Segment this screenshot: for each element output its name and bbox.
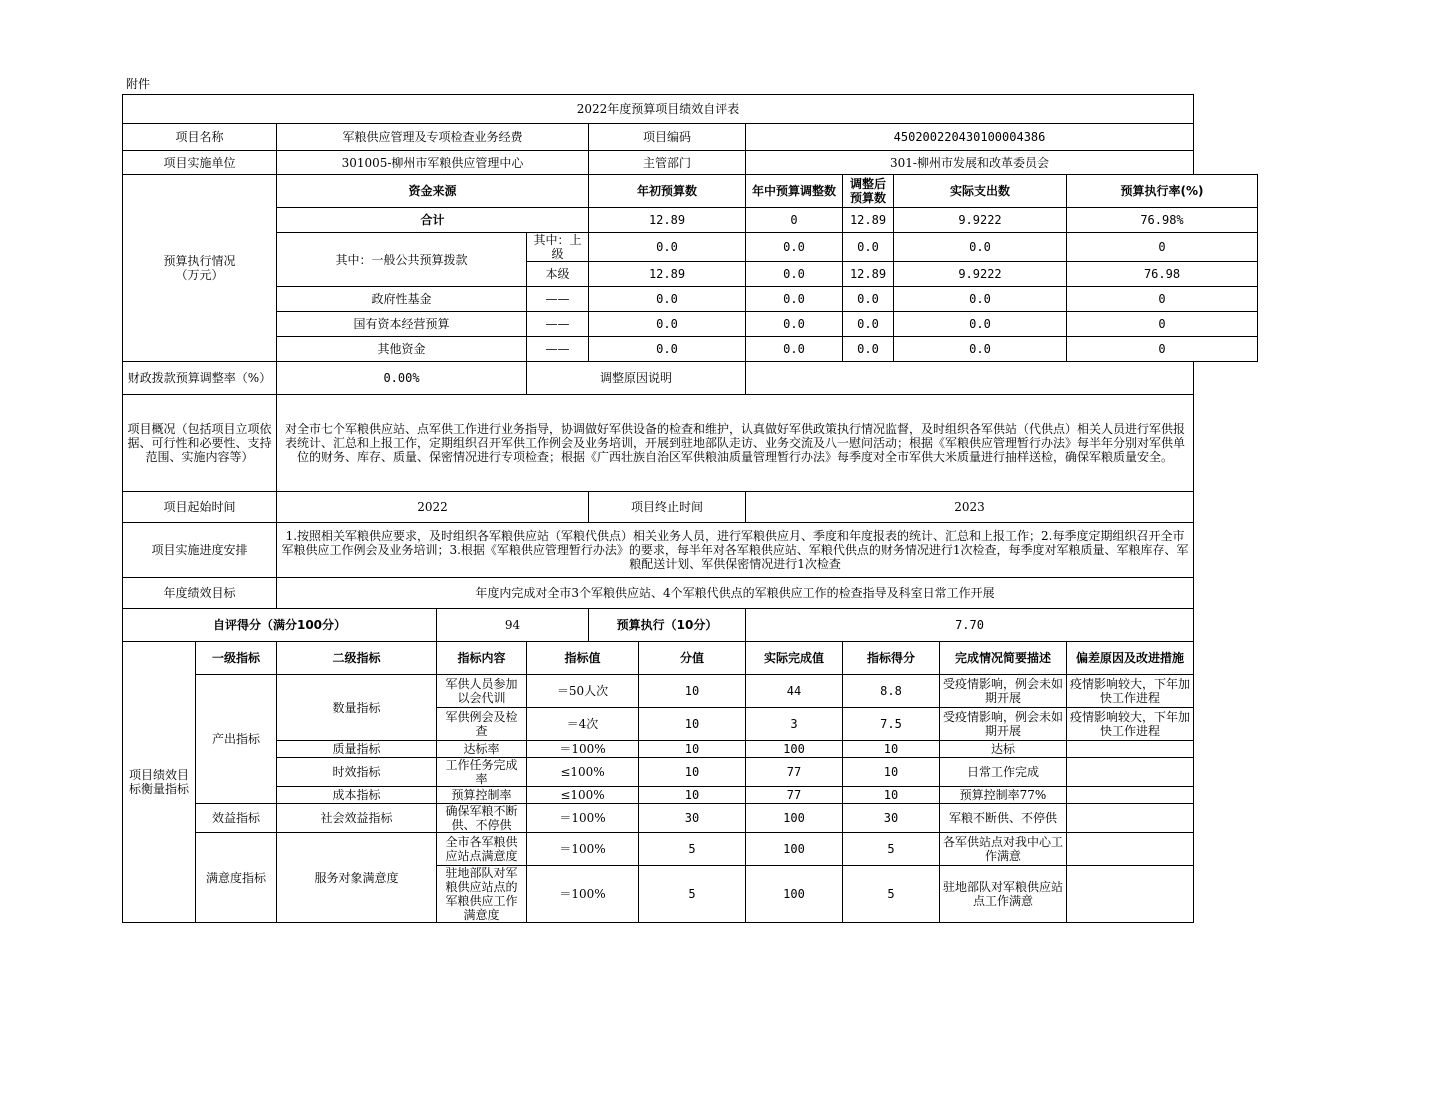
indicator-content: 达标率 (437, 741, 527, 758)
indicator-actual: 100 (746, 866, 843, 923)
indicator-score: 30 (843, 804, 940, 833)
indicator-weight: 30 (639, 804, 746, 833)
indicator-content: 军供人员参加以会代训 (437, 675, 527, 708)
budget-upper-initial: 0.0 (589, 233, 746, 262)
budget-upper-rate: 0 (1067, 233, 1258, 262)
budget-gov-fund-label: 政府性基金 (277, 287, 527, 312)
budget-local-actual: 9.9222 (894, 262, 1067, 287)
budget-state-capital-adjusted: 0.0 (843, 312, 894, 337)
indicator-content: 工作任务完成率 (437, 758, 527, 787)
budget-state-capital-rate: 0 (1067, 312, 1258, 337)
indicator-target: ≤100% (527, 758, 639, 787)
budget-other-actual: 0.0 (894, 337, 1067, 362)
indicator-header-score: 指标得分 (843, 642, 940, 675)
indicator-reason (1067, 804, 1194, 833)
budget-gov-fund-rate: 0 (1067, 287, 1258, 312)
indicator-actual: 3 (746, 708, 843, 741)
indicator-weight: 10 (639, 758, 746, 787)
indicator-reason (1067, 866, 1194, 923)
indicator-desc: 受疫情影响，例会未如期开展 (940, 708, 1067, 741)
budget-gov-fund-midyear: 0.0 (746, 287, 843, 312)
budget-header-initial: 年初预算数 (589, 175, 746, 208)
timeliness-indicator-label: 时效指标 (277, 758, 437, 787)
indicator-header-desc: 完成情况简要描述 (940, 642, 1067, 675)
indicator-actual: 100 (746, 833, 843, 866)
attachment-label: 附件 (126, 77, 151, 91)
indicator-weight: 10 (639, 741, 746, 758)
indicator-weight: 5 (639, 833, 746, 866)
indicator-score: 10 (843, 741, 940, 758)
budget-state-capital-midyear: 0.0 (746, 312, 843, 337)
budget-local-initial: 12.89 (589, 262, 746, 287)
overview-label: 项目概况（包括项目立项依据、可行性和必要性、支持范围、实施内容等） (123, 395, 277, 492)
project-name-label: 项目名称 (123, 124, 277, 151)
start-time: 2022 (277, 492, 589, 523)
indicator-actual: 77 (746, 758, 843, 787)
service-satisfaction-label: 服务对象满意度 (277, 833, 437, 923)
budget-total-actual: 9.9222 (894, 208, 1067, 233)
project-code-label: 项目编码 (589, 124, 746, 151)
budget-other-rate: 0 (1067, 337, 1258, 362)
indicator-header-level1: 一级指标 (196, 642, 277, 675)
budget-upper-midyear: 0.0 (746, 233, 843, 262)
indicator-target: ＝100% (527, 866, 639, 923)
indicator-desc: 各军供站点对我中心工作满意 (940, 833, 1067, 866)
budget-state-capital-actual: 0.0 (894, 312, 1067, 337)
indicator-target: ＝100% (527, 833, 639, 866)
indicator-weight: 5 (639, 866, 746, 923)
budget-local-rate: 76.98 (1067, 262, 1258, 287)
project-dept-label: 主管部门 (589, 151, 746, 175)
indicator-score: 5 (843, 866, 940, 923)
self-score: 94 (437, 609, 589, 642)
indicators-section-label: 项目绩效目标衡量指标 (123, 642, 196, 923)
indicator-actual: 100 (746, 804, 843, 833)
budget-total-adjusted: 12.89 (843, 208, 894, 233)
indicator-header-weight: 分值 (639, 642, 746, 675)
social-indicator-label: 社会效益指标 (277, 804, 437, 833)
budget-general-label: 其中：一般公共预算拨款 (277, 233, 527, 287)
project-dept: 301-柳州市发展和改革委员会 (746, 151, 1194, 175)
indicator-target: ＝100% (527, 804, 639, 833)
indicator-target: ＝50人次 (527, 675, 639, 708)
indicator-desc: 驻地部队对军粮供应站点工作满意 (940, 866, 1067, 923)
self-score-label: 自评得分（满分100分） (123, 609, 437, 642)
budget-other-initial: 0.0 (589, 337, 746, 362)
indicator-header-reason: 偏差原因及改进措施 (1067, 642, 1194, 675)
budget-total-midyear: 0 (746, 208, 843, 233)
indicator-weight: 10 (639, 675, 746, 708)
cost-indicator-label: 成本指标 (277, 787, 437, 804)
indicator-score: 8.8 (843, 675, 940, 708)
project-unit: 301005-柳州市军粮供应管理中心 (277, 151, 589, 175)
project-unit-label: 项目实施单位 (123, 151, 277, 175)
budget-upper-adjusted: 0.0 (843, 233, 894, 262)
indicator-desc: 军粮不断供、不停供 (940, 804, 1067, 833)
indicator-target: ＝4次 (527, 708, 639, 741)
indicator-header-content: 指标内容 (437, 642, 527, 675)
benefit-indicator-label: 效益指标 (196, 804, 277, 833)
budget-state-capital-label: 国有资本经营预算 (277, 312, 527, 337)
adjust-reason (746, 362, 1194, 395)
indicator-score: 7.5 (843, 708, 940, 741)
start-time-label: 项目起始时间 (123, 492, 277, 523)
budget-state-capital-initial: 0.0 (589, 312, 746, 337)
budget-header-adjusted: 调整后预算数 (843, 175, 894, 208)
page-title: 2022年度预算项目绩效自评表 (123, 95, 1194, 124)
indicator-header-actual: 实际完成值 (746, 642, 843, 675)
adjust-rate: 0.00% (277, 362, 527, 395)
indicator-reason (1067, 758, 1194, 787)
indicator-reason (1067, 833, 1194, 866)
indicator-target: ≤100% (527, 787, 639, 804)
adjust-rate-label: 财政拨款预算调整率（%） (123, 362, 277, 395)
indicator-content: 军供例会及检查 (437, 708, 527, 741)
indicator-content: 全市各军粮供应站点满意度 (437, 833, 527, 866)
indicator-actual: 100 (746, 741, 843, 758)
indicator-weight: 10 (639, 787, 746, 804)
indicator-reason (1067, 741, 1194, 758)
output-indicator-label: 产出指标 (196, 675, 277, 804)
budget-other-midyear: 0.0 (746, 337, 843, 362)
budget-local-adjusted: 12.89 (843, 262, 894, 287)
performance-table (122, 94, 1258, 923)
budget-exec-score-label: 预算执行（10分） (589, 609, 746, 642)
budget-header-actual: 实际支出数 (894, 175, 1067, 208)
budget-header-rate: 预算执行率(%) (1067, 175, 1258, 208)
indicator-desc: 达标 (940, 741, 1067, 758)
schedule-text: 1.按照相关军粮供应要求，及时组织各军粮供应站（军粮代供点）相关业务人员，进行军粮供应月、季度和年度报表的统计、汇总和上报工作；2.每季度定期组织召开全市军粮供应工作例会及业务培训；3.根据《军粮供应管理暂行办法》的要求，每半年对各军粮供应站、军粮代供点的财务情况进行1次检查，每季度对军粮质量、军粮库存、军粮配送计划、军供保密情况进行1次检查 (277, 523, 1194, 578)
end-time: 2023 (746, 492, 1194, 523)
budget-other-label: 其他资金 (277, 337, 527, 362)
indicator-content: 驻地部队对军粮供应站点的军粮供应工作满意度 (437, 866, 527, 923)
budget-header-midyear: 年中预算调整数 (746, 175, 843, 208)
budget-total-rate: 76.98% (1067, 208, 1258, 233)
budget-gov-fund-dash: —— (527, 287, 589, 312)
goal-text: 年度内完成对全市3个军粮供应站、4个军粮代供点的军粮供应工作的检查指导及科室日常工作开展 (277, 578, 1194, 609)
indicator-score: 10 (843, 787, 940, 804)
budget-header-source: 资金来源 (277, 175, 589, 208)
indicator-score: 5 (843, 833, 940, 866)
end-time-label: 项目终止时间 (589, 492, 746, 523)
overview-text: 对全市七个军粮供应站、点军供工作进行业务指导，协调做好军供设备的检查和维护，认真做好军供政策执行情况监督，及时组织各军供站（代供点）相关人员进行军供报表统计、汇总和上报工作，定期组织召开军供工作例会及业务培训，开展到驻地部队走访、业务交流及八一慰问活动；根据《军粮供应管理暂行办法》每半年分别对军供单位的财务、库存、质量、保密情况进行专项检查；根据《广西壮族自治区军供粮油质量管理暂行办法》每季度对全市军供大米质量进行抽样送检，确保军粮质量安全。 (277, 395, 1194, 492)
budget-exec-score: 7.70 (746, 609, 1194, 642)
satisfaction-indicator-label: 满意度指标 (196, 833, 277, 923)
indicator-reason: 疫情影响较大，下年加快工作进程 (1067, 708, 1194, 741)
indicator-score: 10 (843, 758, 940, 787)
budget-gov-fund-initial: 0.0 (589, 287, 746, 312)
indicator-desc: 预算控制率77% (940, 787, 1067, 804)
budget-section-label: 预算执行情况 （万元） (123, 175, 277, 362)
indicator-actual: 44 (746, 675, 843, 708)
indicator-header-target: 指标值 (527, 642, 639, 675)
budget-gov-fund-adjusted: 0.0 (843, 287, 894, 312)
budget-gov-fund-actual: 0.0 (894, 287, 1067, 312)
budget-other-dash: —— (527, 337, 589, 362)
budget-state-capital-dash: —— (527, 312, 589, 337)
goal-label: 年度绩效目标 (123, 578, 277, 609)
indicator-actual: 77 (746, 787, 843, 804)
budget-total-label: 合计 (277, 208, 589, 233)
indicator-desc: 日常工作完成 (940, 758, 1067, 787)
budget-upper-label: 其中：上级 (527, 233, 589, 262)
indicator-reason (1067, 787, 1194, 804)
project-code: 450200220430100004386 (746, 124, 1194, 151)
indicator-reason: 疫情影响较大，下年加快工作进程 (1067, 675, 1194, 708)
indicator-desc: 受疫情影响，例会未如期开展 (940, 675, 1067, 708)
indicator-weight: 10 (639, 708, 746, 741)
adjust-reason-label: 调整原因说明 (527, 362, 746, 395)
indicator-content: 确保军粮不断供、不停供 (437, 804, 527, 833)
project-name: 军粮供应管理及专项检查业务经费 (277, 124, 589, 151)
indicator-header-level2: 二级指标 (277, 642, 437, 675)
quality-indicator-label: 质量指标 (277, 741, 437, 758)
indicator-target: ＝100% (527, 741, 639, 758)
budget-local-midyear: 0.0 (746, 262, 843, 287)
budget-total-initial: 12.89 (589, 208, 746, 233)
quantity-indicator-label: 数量指标 (277, 675, 437, 741)
budget-local-label: 本级 (527, 262, 589, 287)
indicator-content: 预算控制率 (437, 787, 527, 804)
budget-upper-actual: 0.0 (894, 233, 1067, 262)
schedule-label: 项目实施进度安排 (123, 523, 277, 578)
budget-other-adjusted: 0.0 (843, 337, 894, 362)
